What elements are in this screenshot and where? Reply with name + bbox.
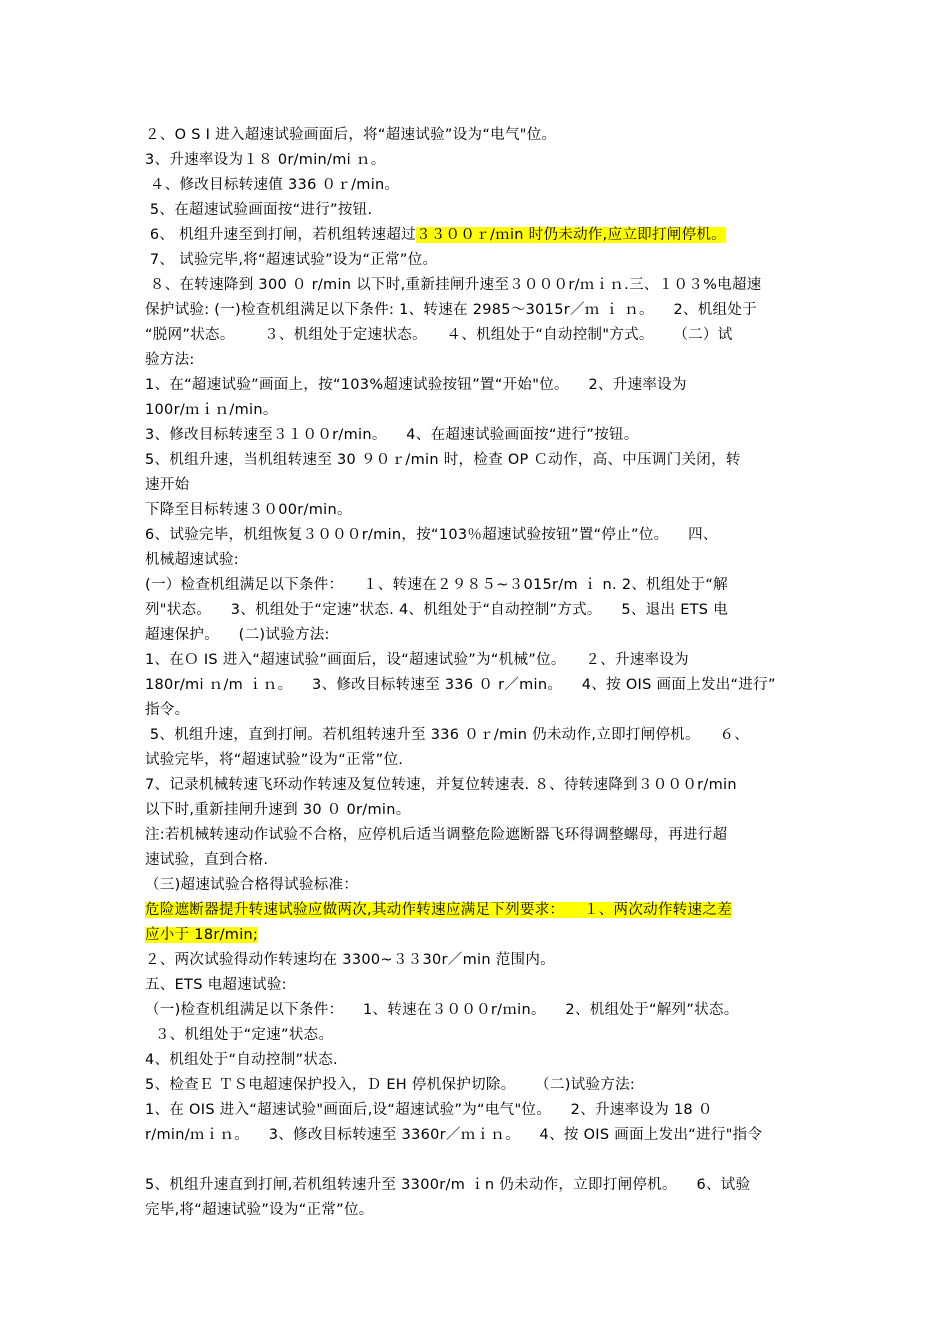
text-line: 100r/ｍｉｎ/min。: [145, 402, 278, 418]
text-line: 指令。: [145, 702, 190, 718]
text-line: “脱网”状态。 ３、机组处于定速状态。 ４、机组处于“自动控制"方式。 （二）试: [145, 327, 733, 343]
text-line: 7、 试验完毕,将“超速试验”设为“正常”位。: [145, 252, 438, 268]
text-line: 4、机组处于“自动控制”状态.: [145, 1052, 338, 1068]
text-line: 以下时,重新挂闸升速到 30 ０ 0r/min。: [145, 802, 411, 818]
text-line: 完毕,将“超速试验”设为“正常”位。: [145, 1202, 374, 1218]
text-line: 5、机组升速直到打闸,若机组转速升至 3300r/m ｉn 仍未动作，立即打闸停机。 6、试验: [145, 1177, 751, 1193]
text-line: 5、检查Ｅ ＴＳ电超速保护投入，Ｄ EH 停机保护切除。 （二)试验方法:: [145, 1077, 636, 1093]
highlighted-text: ３３００ｒ/ｍin 时仍未动作,应立即打闸停机。: [415, 227, 726, 243]
text-line: 保护试验: (一)检查机组满足以下条件: 1、转速在 2985～3015r／ｍ ｉ ｎ。 2、机组处于: [145, 302, 757, 318]
text-line: 速开始: [145, 477, 190, 493]
text-line: 1、在 OIS 进入“超速试验"画面后,设“超速试验”为“电气"位。 2、升速率设为 18 ０: [145, 1102, 713, 1118]
text-line: 试验完毕，将“超速试验”设为“正常”位.: [145, 752, 404, 768]
text-line: 5、机组升速，直到打闸。若机组转速升至 336 ０ｒ/min 仍未动作,立即打闸停机。 ６、: [145, 727, 750, 743]
text-line: 5、机组升速，当机组转速至 30 ９０ｒ/min 时，检查 OP Ｃ动作，高、中压调门关闭，转: [145, 452, 741, 468]
highlighted-text: 应小于 18r/min;: [145, 927, 259, 943]
text-line: [145, 926, 815, 944]
text-line: 3、升速率设为１８ 0r/min/mi ｎ。: [145, 152, 386, 168]
text-line: (一）检查机组满足以下条件： １、转速在２９８５~３015r/m ｉ n. 2、机组处于“解: [145, 577, 728, 593]
text-line: 验方法:: [145, 352, 195, 368]
text-line: 5、在超速试验画面按“进行”按钮.: [145, 202, 373, 218]
text-line: [145, 901, 815, 919]
text-line: （三)超速试验合格得试验标准：: [145, 877, 359, 893]
text-line: 机械超速试验:: [145, 552, 239, 568]
line-text: 6、 机组升速至到打闸，若机组转速超过: [145, 227, 416, 243]
text-line: ２、两次试验得动作转速均在 3300~３３30r／min 范围内。: [145, 952, 555, 968]
text-line: 超速保护。 (二)试验方法:: [145, 627, 330, 643]
text-line: 注:若机械转速动作试验不合格，应停机后适当调整危险遮断器飞环得调整螺母，再进行超: [145, 827, 728, 843]
text-line: 下降至目标转速３０00r/min。: [145, 502, 352, 518]
text-line: 五、ETS 电超速试验:: [145, 977, 287, 993]
text-line: 6、试验完毕，机组恢复３０００r/min，按“103％超速试验按钮”置“停止”位。 四、: [145, 527, 718, 543]
text-line: r/min/ｍｉｎ。 3、修改目标转速至 3360r／ｍｉｎ。 4、按 OIS 画面上发出“进行"指令: [145, 1127, 763, 1143]
text-line: 1、在Ｏ IS 进入“超速试验”画面后，设“超速试验”为“机械”位。 ２、升速率设为: [145, 652, 689, 668]
text-line: ８、在转速降到 300 ０ r/min 以下时,重新挂闸升速至３０００r/ｍｉｎ.三、１０３%电超速: [145, 277, 762, 293]
text-line: （一)检查机组满足以下条件： 1、转速在３０００r/ｍin。 2、机组处于“解列”状态。: [145, 1002, 739, 1018]
highlighted-text: 危险遮断器提升转速试验应做两次,其动作转速应满足下列要求： １、两次动作转速之差: [145, 902, 732, 918]
text-line: 180r/mi ｎ/m ｉｎ。 3、修改目标转速至 336 ０ r／min。 4、按 OIS 画面上发出“进行”: [145, 677, 776, 693]
text-line: 速试验，直到合格.: [145, 852, 269, 868]
text-line: 7、记录机械转速飞环动作转速及复位转速，并复位转速表. ８、待转速降到３０００r/min: [145, 777, 737, 793]
text-line: [145, 226, 815, 244]
text-line: 列"状态。 3、机组处于“定速”状态. 4、机组处于“自动控制”方式。 5、退出 ETS 电: [145, 602, 729, 618]
text-line: 3、修改目标转速至３１００r/min。 4、在超速试验画面按“进行”按钮。: [145, 427, 639, 443]
text-line: 1、在“超速试验”画面上，按“103%超速试验按钮”置“开始"位。 2、升速率设为: [145, 377, 687, 393]
text-line: ３、机组处于“定速”状态。: [145, 1027, 334, 1043]
text-line: ２、O S I 进入超速试验画面后，将“超速试验”设为“电气"位。: [145, 127, 557, 143]
text-line: ４、修改目标转速值 336 ０ｒ/min。: [145, 177, 400, 193]
